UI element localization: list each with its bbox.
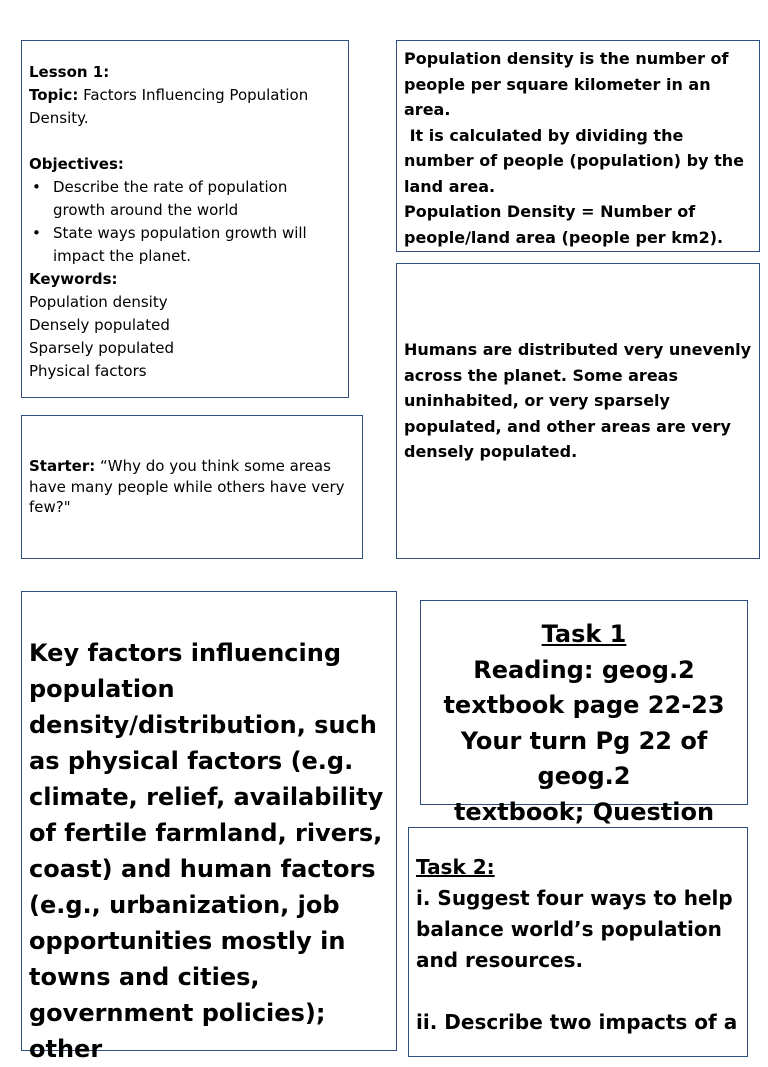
starter-label: Starter:: [29, 457, 96, 475]
starter-text: “Why do you think some areas have many people while others have very few?": [29, 457, 345, 516]
key-factors-text: Key factors influencing population density/distribution, such as physical factors (e.g. climate, relief, availability of fertile farmland, rivers, coast) and human factors (e.g., urbanization, job opportunities mostly in towns and cities, government policies); other: [29, 639, 384, 1063]
keyword-item: Physical factors: [29, 362, 147, 380]
lesson-label: Lesson 1:: [29, 63, 110, 81]
starter-box: [21, 415, 363, 559]
topic-line: [29, 84, 341, 130]
topic-label: Topic:: [29, 86, 79, 104]
definition-box: [396, 40, 760, 252]
objectives-label: Objectives:: [29, 155, 124, 173]
objective-item: • State ways population growth will impact the planet.: [29, 222, 341, 268]
key-factors-box: [21, 591, 397, 1063]
task2-title: Task 2:: [416, 855, 495, 879]
task1-line: Reading: geog.2: [473, 655, 695, 684]
topic-text: Factors Influencing Population Density.: [29, 86, 309, 127]
task2-box: [408, 827, 748, 1057]
keywords-label: Keywords:: [29, 270, 118, 288]
task1-line: textbook; Question: [453, 797, 715, 826]
task1-line: textbook page 22-23: [443, 691, 725, 719]
task2-item: i. Suggest four ways to help balance world’s population and resources.: [416, 886, 733, 972]
task1-box: [420, 600, 748, 826]
distribution-box: [396, 263, 760, 559]
task1-line: Your turn Pg 22 of geog.2: [460, 726, 708, 790]
lesson-info-box: [21, 40, 349, 398]
objective-item: • Describe the rate of population growth around the world: [29, 176, 341, 222]
objectives-list: [29, 176, 341, 268]
distribution-text: Humans are distributed very unevenly across the planet. Some areas uninhabited, or very sparsely populated, and other areas are very densely populated.: [404, 340, 752, 461]
starter-question: [29, 456, 355, 518]
task1-title: Task 1: [541, 620, 627, 648]
keyword-item: Sparsely populated: [29, 339, 174, 357]
keyword-item: Densely populated: [29, 316, 170, 334]
formula-text: Population Density = Number of people/land area (people per km2).: [404, 202, 724, 247]
task2-item: ii. Describe two impacts of a: [416, 1010, 738, 1034]
keyword-item: Population density: [29, 293, 168, 311]
definition-text: Population density is the number of people per square kilometer in an area.: [404, 49, 729, 119]
calculation-text: It is calculated by dividing the number of people (population) by the land area.: [404, 125, 750, 196]
